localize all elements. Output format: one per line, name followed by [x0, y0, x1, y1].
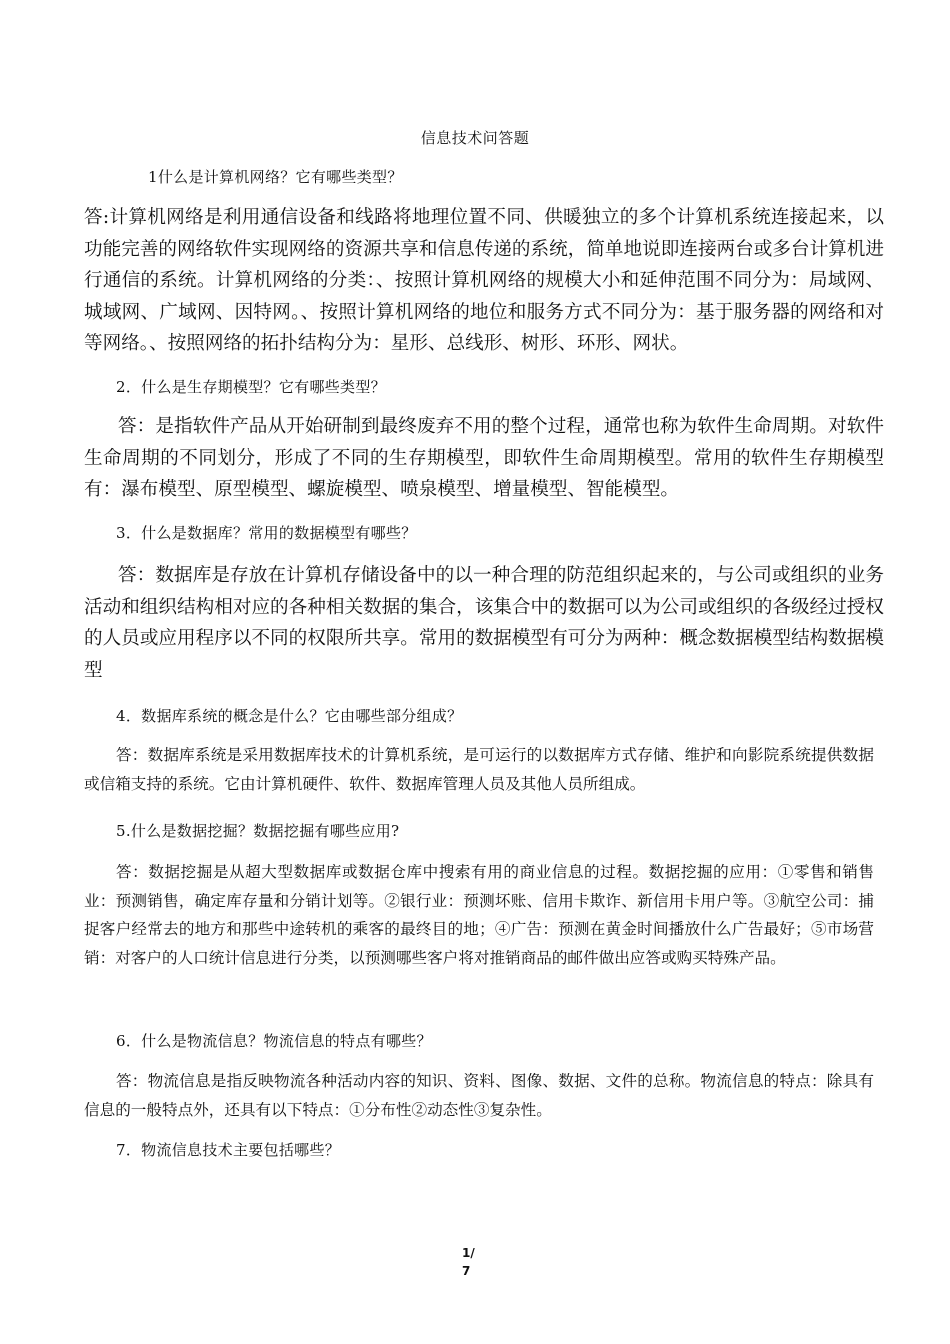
answer-4: 答：数据库系统是采用数据库技术的计算机系统，是可运行的以数据库方式存储、维护和向影院系统提供数据或信箱支持的系统。它由计算机硬件、软件、数据库管理人员及其他人员所组成。: [84, 746, 874, 793]
answer-6: 答：物流信息是指反映物流各种活动内容的知识、资料、图像、数据、文件的总称。物流信息的特点：除具有信息的一般特点外，还具有以下特点：①分布性②动态性③复杂性。: [84, 1072, 874, 1119]
question-1: 1什么是计算机网络？它有哪些类型？: [148, 168, 403, 186]
document-title: 信息技术问答题: [420, 129, 530, 147]
question-2: 2．什么是生存期模型？它有哪些类型？: [116, 378, 386, 396]
answer-3: 答：数据库是存放在计算机存储设备中的以一种合理的防范组织起来的，与公司或组织的业务活动和组织结构相对应的各种相关数据的集合，该集合中的数据可以为公司或组织的各级经过授权的人员或应用程序以不同的权限所共享。常用的数据模型有可分为两种：概念数据模型结构数据模型: [84, 565, 884, 681]
question-7: 7．物流信息技术主要包括哪些？: [116, 1141, 341, 1159]
page-number-total: 7: [462, 1264, 471, 1278]
question-5: 5.什么是数据挖掘？数据挖掘有哪些应用?: [116, 822, 400, 840]
question-6: 6．什么是物流信息？物流信息的特点有哪些？: [116, 1032, 432, 1050]
question-3: 3．什么是数据库？常用的数据模型有哪些？: [116, 524, 417, 542]
answer-5: 答：数据挖掘是从超大型数据库或数据仓库中搜索有用的商业信息的过程。数据挖掘的应用：①零售和销售业：预测销售，确定库存量和分销计划等。②银行业：预测坏账、信用卡欺诈、新信用卡用户等。③航空公司：捕捉客户经常去的地方和那些中途转机的乘客的最终目的地；④广告：预测在黄金时间播放什么广告最好；⑤市场营销：对客户的人口统计信息进行分类，以预测哪些客户将对推销商品的邮件做出应答或购买特殊产品。: [84, 863, 874, 967]
page-number: [462, 1244, 492, 1280]
question-4: 4．数据库系统的概念是什么？它由哪些部分组成？: [116, 707, 463, 725]
answer-2: 答：是指软件产品从开始研制到最终废弃不用的整个过程，通常也称为软件生命周期。对软件生命周期的不同划分，形成了不同的生存期模型，即软件生命周期模型。常用的软件生存期模型有：瀑布模型、原型模型、螺旋模型、喷泉模型、增量模型、智能模型。: [84, 416, 884, 501]
page-number-current: 1/: [462, 1246, 475, 1260]
answer-1: 答:计算机网络是利用通信设备和线路将地理位置不同、供暖独立的多个计算机系统连接起来，以功能完善的网络软件实现网络的资源共享和信息传递的系统，简单地说即连接两台或多台计算机进行通信的系统。计算机网络的分类：、按照计算机网络的规模大小和延伸范围不同分为：局域网、城域网、广域网、因特网。、按照计算机网络的地位和服务方式不同分为：基于服务器的网络和对等网络。、按照网络的拓扑结构分为：星形、总线形、树形、环形、网状。: [84, 207, 884, 355]
